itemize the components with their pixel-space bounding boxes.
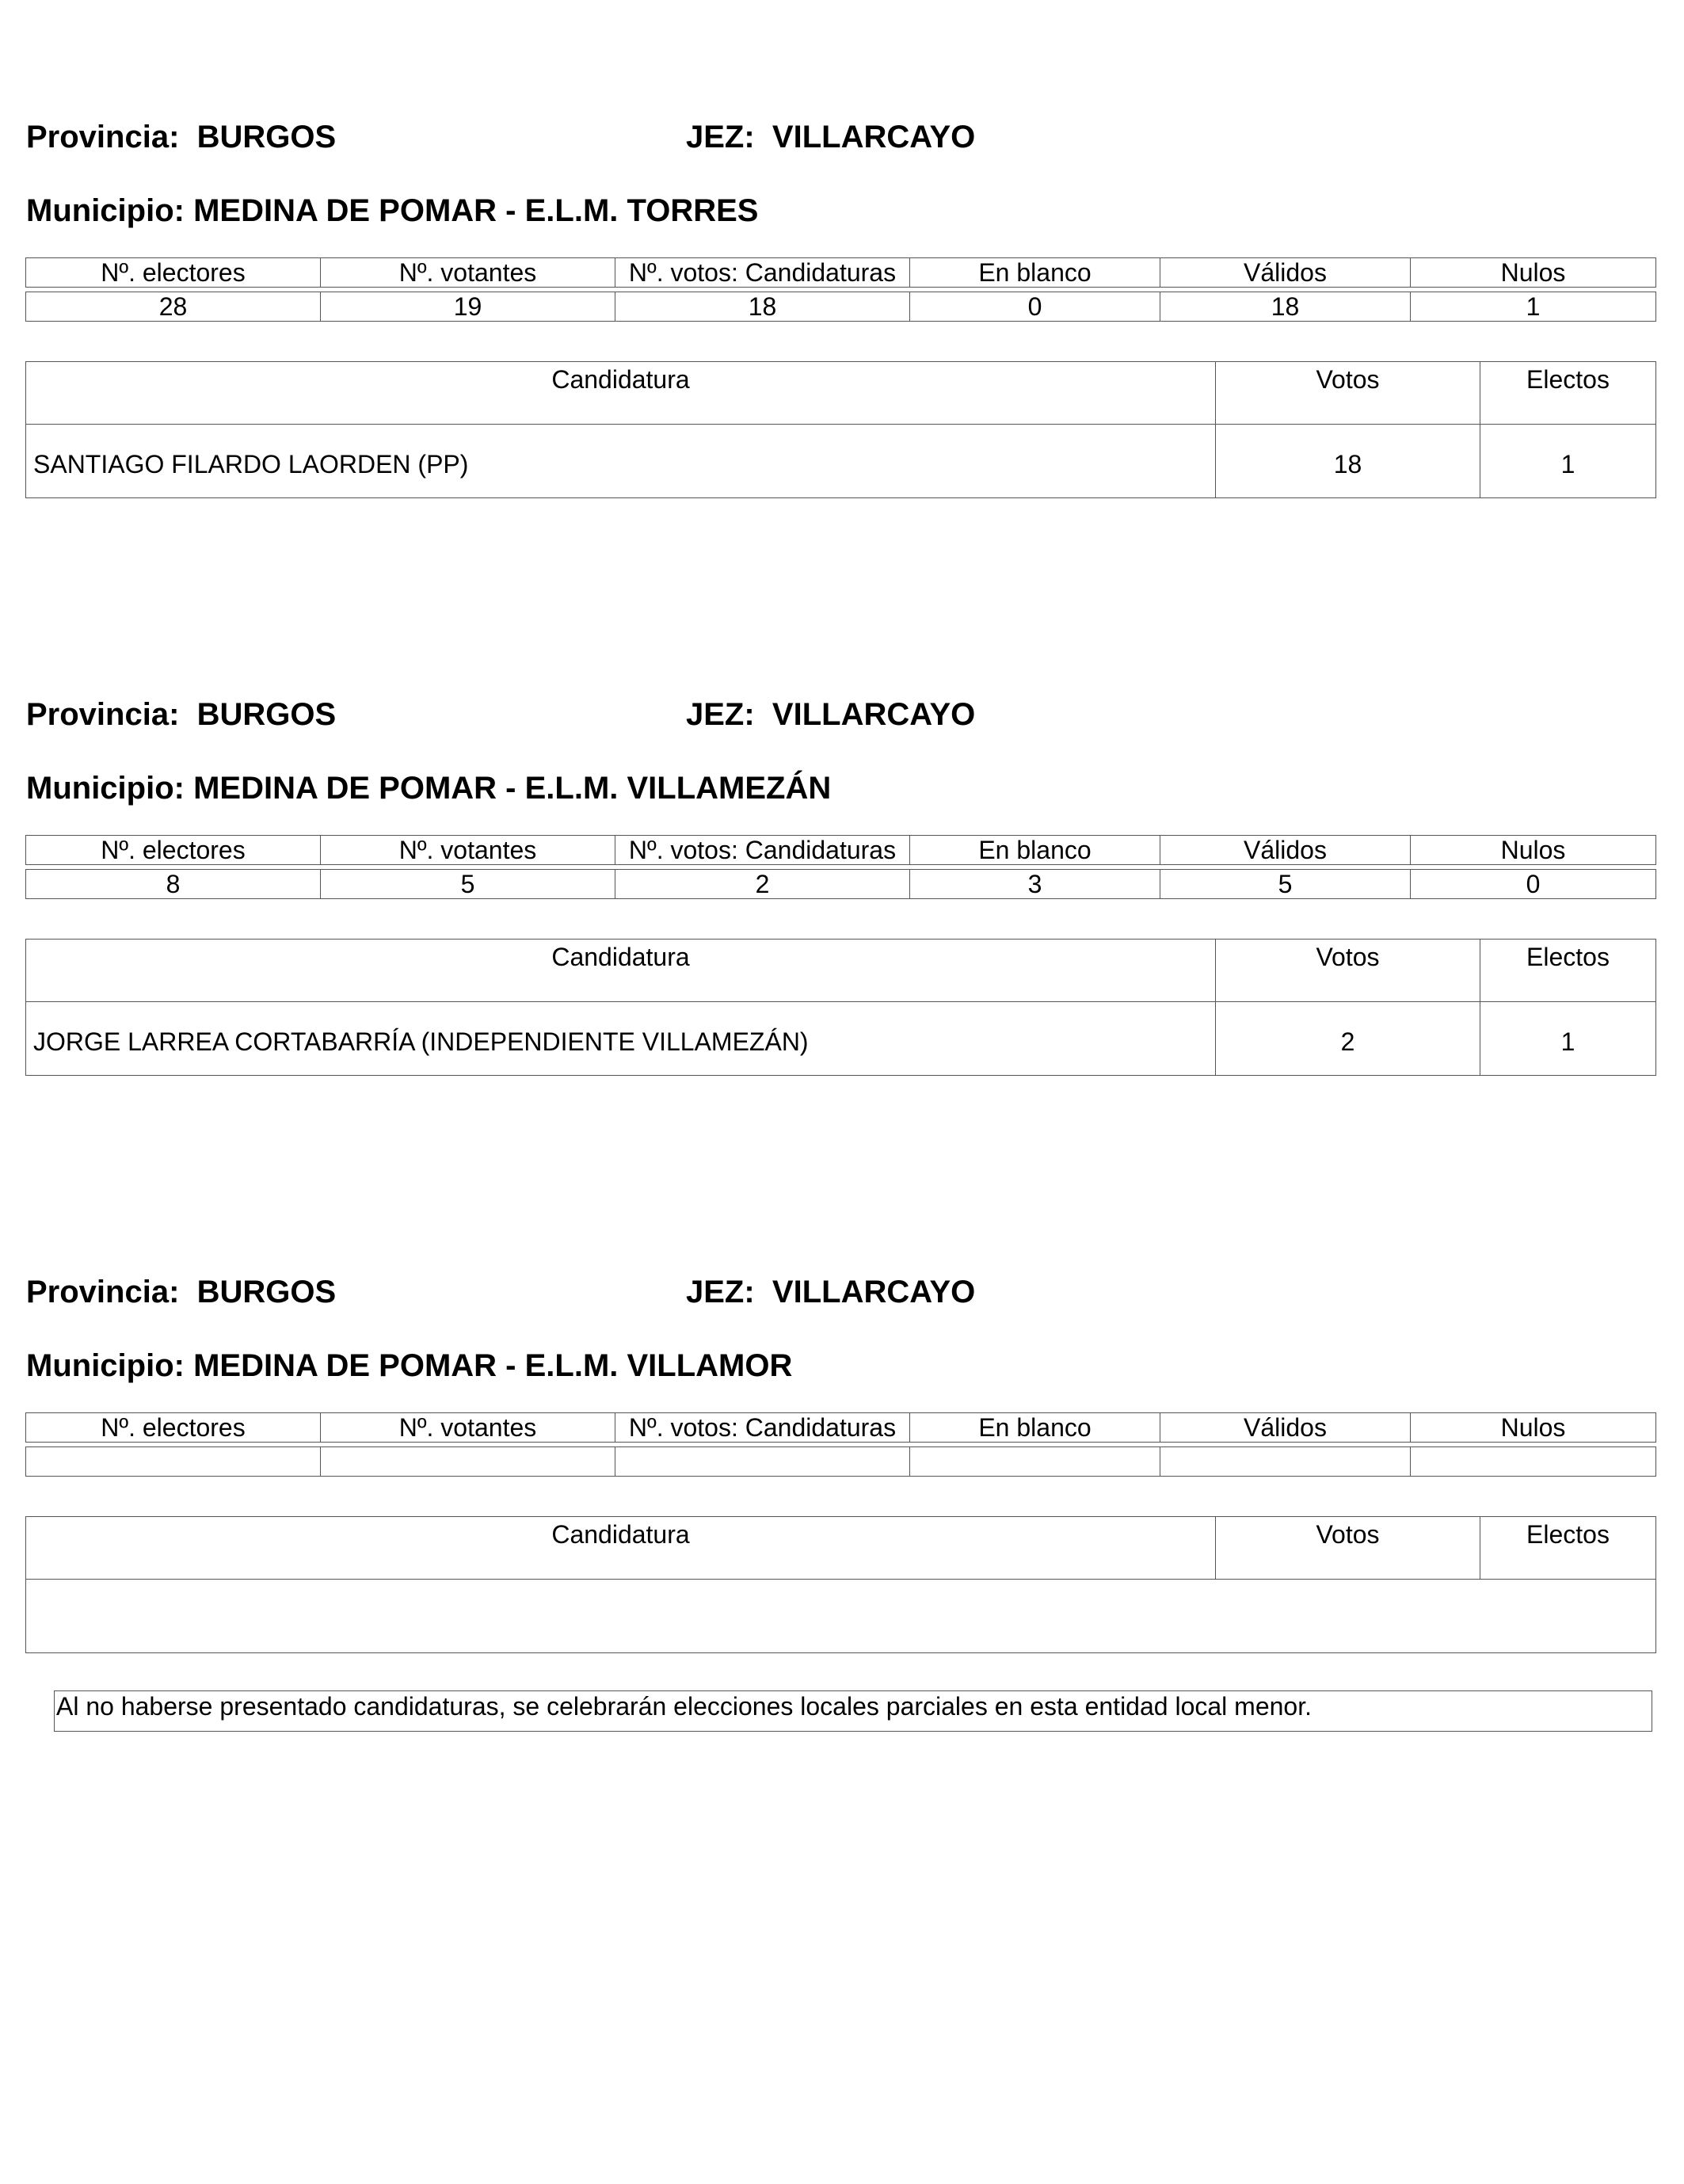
stats-table <box>25 1412 1656 1477</box>
stats-header-votantes: Nº. votantes <box>321 258 615 288</box>
candidates-table <box>25 939 1656 1076</box>
stats-header-en-blanco: En blanco <box>910 1413 1160 1443</box>
stats-table <box>25 835 1656 899</box>
stats-value-electores <box>26 1447 321 1477</box>
candidates-header-votos: Votos <box>1216 940 1480 1002</box>
jez-heading <box>686 696 975 733</box>
stats-header-nulos: Nulos <box>1411 836 1656 865</box>
stats-header-votantes: Nº. votantes <box>321 836 615 865</box>
provincia-value: BURGOS <box>196 697 337 732</box>
provincia-heading <box>26 1274 336 1310</box>
stats-header-row <box>26 836 1656 865</box>
stats-header-votos-candidaturas: Nº. votos: Candidaturas <box>615 258 910 288</box>
stats-value-nulos <box>1411 1447 1656 1477</box>
municipio-value: MEDINA DE POMAR - E.L.M. TORRES <box>193 193 759 228</box>
stats-header-row <box>26 258 1656 288</box>
stats-value-electores: 8 <box>26 870 321 899</box>
jez-label: JEZ: <box>686 1275 755 1309</box>
stats-header-nulos: Nulos <box>1411 258 1656 288</box>
provincia-value: BURGOS <box>196 1275 337 1309</box>
partial-elections-note: Al no haberse presentado candidaturas, se celebrarán elecciones locales parciales en esta entidad local menor. <box>54 1690 1652 1732</box>
candidate-votos: 18 <box>1216 425 1480 498</box>
provincia-label: Provincia: <box>26 697 180 732</box>
stats-value-row <box>26 870 1656 899</box>
municipio-label: Municipio: <box>26 1348 185 1383</box>
jez-value: VILLARCAYO <box>772 697 976 732</box>
jez-label: JEZ: <box>686 697 755 732</box>
candidates-header-row <box>26 1517 1656 1580</box>
jez-heading <box>686 119 975 155</box>
stats-value-votos-candidaturas: 2 <box>615 870 910 899</box>
candidates-header-electos: Electos <box>1480 940 1656 1002</box>
stats-header-en-blanco: En blanco <box>910 836 1160 865</box>
election-section-torres <box>0 0 1684 570</box>
stats-value-validos: 5 <box>1160 870 1411 899</box>
candidates-header-electos: Electos <box>1480 362 1656 425</box>
table-row <box>26 425 1656 498</box>
stats-value-votos-candidaturas: 18 <box>615 292 910 322</box>
stats-value-votantes <box>321 1447 615 1477</box>
stats-header-electores: Nº. electores <box>26 258 321 288</box>
stats-value-en-blanco: 3 <box>910 870 1160 899</box>
jez-heading <box>686 1274 975 1310</box>
municipio-heading <box>26 1347 792 1384</box>
stats-header-en-blanco: En blanco <box>910 258 1160 288</box>
stats-value-row <box>26 1447 1656 1477</box>
election-section-villamezan <box>0 577 1684 1148</box>
stats-value-en-blanco <box>910 1447 1160 1477</box>
stats-header-votos-candidaturas: Nº. votos: Candidaturas <box>615 1413 910 1443</box>
stats-value-votos-candidaturas <box>615 1447 910 1477</box>
candidates-table <box>25 1516 1656 1653</box>
candidate-name: SANTIAGO FILARDO LAORDEN (PP) <box>26 425 1216 498</box>
municipio-label: Municipio: <box>26 193 185 228</box>
jez-label: JEZ: <box>686 120 755 154</box>
table-row <box>26 1580 1656 1653</box>
candidate-electos: 1 <box>1480 425 1656 498</box>
stats-value-en-blanco: 0 <box>910 292 1160 322</box>
stats-header-votantes: Nº. votantes <box>321 1413 615 1443</box>
municipio-heading <box>26 192 758 229</box>
provincia-value: BURGOS <box>196 120 337 154</box>
stats-header-nulos: Nulos <box>1411 1413 1656 1443</box>
stats-table <box>25 257 1656 322</box>
stats-value-row <box>26 292 1656 322</box>
stats-value-validos: 18 <box>1160 292 1411 322</box>
stats-header-electores: Nº. electores <box>26 1413 321 1443</box>
stats-value-validos <box>1160 1447 1411 1477</box>
stats-value-votantes: 5 <box>321 870 615 899</box>
stats-value-votantes: 19 <box>321 292 615 322</box>
municipio-label: Municipio: <box>26 771 185 806</box>
provincia-label: Provincia: <box>26 120 180 154</box>
stats-value-nulos: 1 <box>1411 292 1656 322</box>
stats-header-votos-candidaturas: Nº. votos: Candidaturas <box>615 836 910 865</box>
provincia-label: Provincia: <box>26 1275 180 1309</box>
provincia-heading <box>26 119 336 155</box>
candidate-electos: 1 <box>1480 1002 1656 1076</box>
stats-header-validos: Válidos <box>1160 1413 1411 1443</box>
election-section-villamor <box>0 1155 1684 1725</box>
candidate-name: JORGE LARREA CORTABARRÍA (INDEPENDIENTE VILLAMEZÁN) <box>26 1002 1216 1076</box>
stats-value-nulos: 0 <box>1411 870 1656 899</box>
municipio-heading <box>26 770 831 806</box>
jez-value: VILLARCAYO <box>772 1275 976 1309</box>
table-row <box>26 1002 1656 1076</box>
candidates-header-candidatura: Candidatura <box>26 1517 1216 1580</box>
stats-header-validos: Válidos <box>1160 258 1411 288</box>
candidates-header-votos: Votos <box>1216 362 1480 425</box>
candidates-header-candidatura: Candidatura <box>26 940 1216 1002</box>
municipio-value: MEDINA DE POMAR - E.L.M. VILLAMOR <box>193 1348 793 1383</box>
jez-value: VILLARCAYO <box>772 120 976 154</box>
candidates-header-row <box>26 940 1656 1002</box>
candidates-header-electos: Electos <box>1480 1517 1656 1580</box>
candidates-header-votos: Votos <box>1216 1517 1480 1580</box>
stats-header-row <box>26 1413 1656 1443</box>
candidates-header-row <box>26 362 1656 425</box>
candidate-empty-row <box>26 1580 1656 1653</box>
stats-header-validos: Válidos <box>1160 836 1411 865</box>
provincia-heading <box>26 696 336 733</box>
candidates-table <box>25 361 1656 498</box>
stats-value-electores: 28 <box>26 292 321 322</box>
candidates-header-candidatura: Candidatura <box>26 362 1216 425</box>
municipio-value: MEDINA DE POMAR - E.L.M. VILLAMEZÁN <box>193 771 832 806</box>
stats-header-electores: Nº. electores <box>26 836 321 865</box>
candidate-votos: 2 <box>1216 1002 1480 1076</box>
